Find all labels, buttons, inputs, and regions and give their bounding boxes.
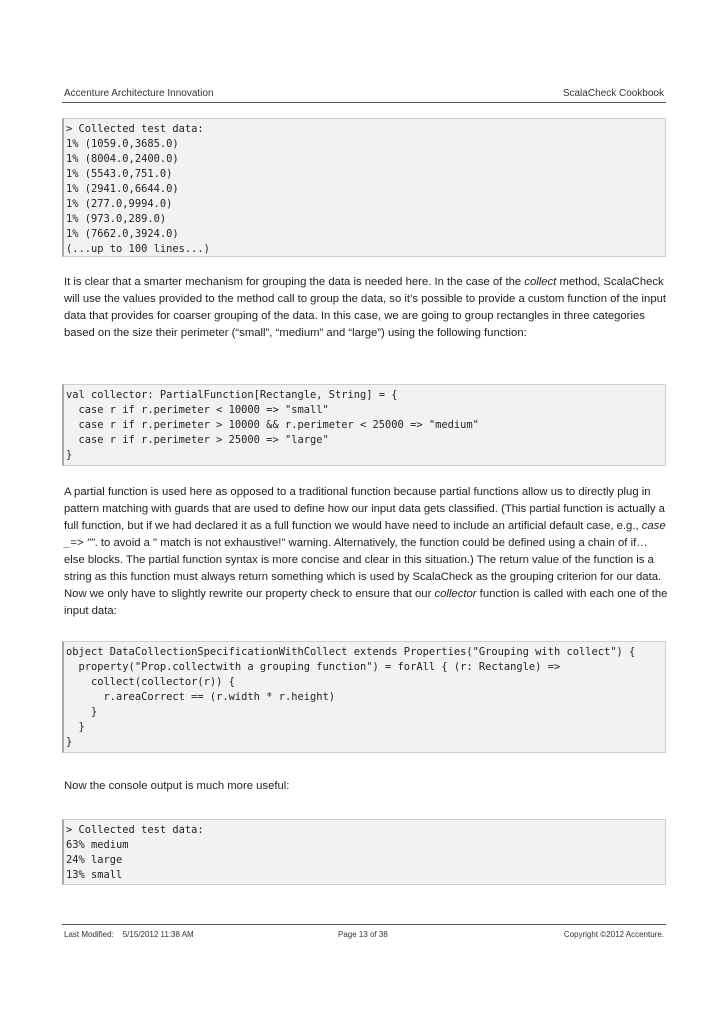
- code-line: 24% large: [66, 854, 123, 866]
- paragraph-grouping-intro: [64, 274, 668, 342]
- code-line: 1% (5543.0,751.0): [66, 168, 173, 180]
- footer-page-number: Page 13 of 38: [338, 930, 388, 939]
- code-line: > Collected test data:: [66, 123, 204, 135]
- paragraph-text: A partial function is used here as opposed to a traditional function because partial functions allow us to directly plug in pattern matching with guards that are used to define how our input data gets classified. (This partial function is actually a full function, but if we had declared it as a full function we would have need to include an artificial default case, e.g.,: [64, 486, 665, 532]
- paragraph-text: . to avoid a " match is not exhaustive!" warning. Alternatively, the function could be defined using a chain of if…else blocks. The partial function syntax is more concise and clear in this situation.) The return value of the function is a string as this function must always return something which is used by ScalaCheck as the grouping criterion for our data. Now we only have to slightly rewrite our property check to ensure that our: [64, 537, 662, 600]
- code-line: case r if r.perimeter > 25000 => "large": [66, 434, 329, 446]
- code-line: > Collected test data:: [66, 824, 204, 836]
- page-footer: [62, 924, 666, 941]
- code-line: property("Prop.collectwith a grouping function") = forAll { (r: Rectangle) =>: [66, 661, 561, 673]
- code-block-collector-function: [62, 384, 666, 466]
- code-block-collected-data: [62, 118, 666, 257]
- header-right-text: ScalaCheck Cookbook: [562, 88, 664, 99]
- paragraph-emphasis: collector: [434, 588, 477, 600]
- paragraph-text: Now the console output is much more useful:: [64, 780, 290, 792]
- code-line: object DataCollectionSpecificationWithCollect extends Properties("Grouping with collect") {: [66, 646, 636, 658]
- code-block-specification: [62, 641, 666, 753]
- code-line: 1% (973.0,289.0): [66, 213, 167, 225]
- paragraph-console-output: [64, 778, 668, 795]
- paragraph-emphasis: collect: [524, 276, 557, 288]
- code-line: }: [66, 736, 73, 748]
- code-block-grouped-output: [62, 819, 666, 885]
- code-line: case r if r.perimeter > 10000 && r.perimeter < 25000 => "medium": [66, 419, 479, 431]
- paragraph-text: function is called with each one of the input data:: [64, 588, 668, 617]
- code-line: 1% (277.0,9994.0): [66, 198, 173, 210]
- code-line: 63% medium: [66, 839, 129, 851]
- code-line: (...up to 100 lines...): [66, 243, 210, 255]
- code-line: collect(collector(r)) {: [66, 676, 235, 688]
- code-line: }: [66, 449, 73, 461]
- paragraph-partial-function: [64, 484, 668, 620]
- header-left-text: Accenture Architecture Innovation: [64, 88, 214, 99]
- page-header: [62, 86, 666, 103]
- code-line: case r if r.perimeter < 10000 => "small": [66, 404, 329, 416]
- code-line: 1% (7662.0,3924.0): [66, 228, 179, 240]
- paragraph-text: It is clear that a smarter mechanism for grouping the data is needed here. In the case of the: [64, 276, 525, 288]
- paragraph-emphasis: case _=> "": [64, 520, 666, 549]
- code-line: 1% (2941.0,6644.0): [66, 183, 179, 195]
- code-line: r.areaCorrect == (r.width * r.height): [66, 691, 335, 703]
- code-line: }: [66, 706, 98, 718]
- paragraph-text: method, ScalaCheck will use the values provided to the method call to group the data, so it’s possible to provide a custom function of the input data that provides for coarser grouping of the data. In this case, we are going to group rectangles in three categories based on the size their perimeter (“small”, “medium” and “large”) using the following function:: [64, 276, 667, 339]
- footer-copyright: Copyright ©2012 Accenture.: [563, 930, 664, 939]
- code-line: 1% (1059.0,3685.0): [66, 138, 179, 150]
- code-line: val collector: PartialFunction[Rectangle, String] = {: [66, 389, 398, 401]
- footer-last-modified: Last Modified: 5/15/2012 11:38 AM: [64, 930, 194, 939]
- code-line: }: [66, 721, 85, 733]
- code-line: 13% small: [66, 869, 123, 881]
- code-line: 1% (8004.0,2400.0): [66, 153, 179, 165]
